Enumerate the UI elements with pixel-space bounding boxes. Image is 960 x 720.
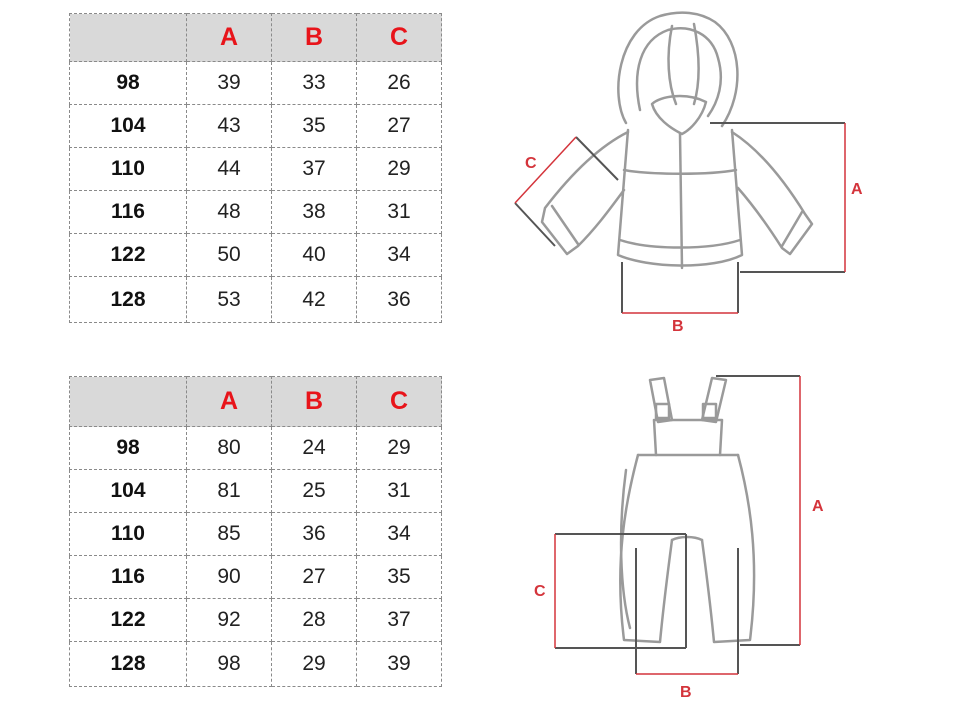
value-b-cell: 29 xyxy=(272,642,357,687)
value-b-cell: 27 xyxy=(272,556,357,599)
table-row xyxy=(70,427,442,470)
value-c-cell: 36 xyxy=(357,277,442,323)
size-cell: 128 xyxy=(70,642,187,687)
value-c-cell: 34 xyxy=(357,513,442,556)
value-c-cell: 34 xyxy=(357,234,442,277)
value-a-cell: 43 xyxy=(187,105,272,148)
value-c-cell: 31 xyxy=(357,191,442,234)
size-cell: 98 xyxy=(70,62,187,105)
table-row xyxy=(70,556,442,599)
size-cell: 116 xyxy=(70,556,187,599)
header-c: C xyxy=(357,14,442,62)
size-cell: 104 xyxy=(70,105,187,148)
value-a-cell: 85 xyxy=(187,513,272,556)
value-c-cell: 31 xyxy=(357,470,442,513)
size-cell: 98 xyxy=(70,427,187,470)
value-b-cell: 35 xyxy=(272,105,357,148)
label-a: A xyxy=(812,498,824,515)
value-c-cell: 27 xyxy=(357,105,442,148)
value-a-cell: 90 xyxy=(187,556,272,599)
size-cell: 110 xyxy=(70,513,187,556)
value-b-cell: 36 xyxy=(272,513,357,556)
table-row xyxy=(70,513,442,556)
table-row xyxy=(70,470,442,513)
label-a: A xyxy=(851,181,863,198)
jacket-measure-c xyxy=(515,137,618,246)
size-cell: 110 xyxy=(70,148,187,191)
size-cell: 128 xyxy=(70,277,187,323)
value-a-cell: 98 xyxy=(187,642,272,687)
value-b-cell: 24 xyxy=(272,427,357,470)
size-cell: 116 xyxy=(70,191,187,234)
label-c: C xyxy=(525,155,537,172)
value-b-cell: 42 xyxy=(272,277,357,323)
size-cell: 122 xyxy=(70,599,187,642)
size-cell: 104 xyxy=(70,470,187,513)
value-a-cell: 48 xyxy=(187,191,272,234)
header-b: B xyxy=(272,14,357,62)
header-blank-cell xyxy=(70,377,187,427)
pants-outline xyxy=(620,378,754,642)
label-c: C xyxy=(534,583,546,600)
header-b: B xyxy=(272,377,357,427)
value-b-cell: 33 xyxy=(272,62,357,105)
table-row xyxy=(70,599,442,642)
value-b-cell: 25 xyxy=(272,470,357,513)
value-c-cell: 26 xyxy=(357,62,442,105)
value-c-cell: 29 xyxy=(357,148,442,191)
value-a-cell: 81 xyxy=(187,470,272,513)
value-b-cell: 40 xyxy=(272,234,357,277)
value-a-cell: 92 xyxy=(187,599,272,642)
value-a-cell: 80 xyxy=(187,427,272,470)
value-c-cell: 37 xyxy=(357,599,442,642)
value-a-cell: 53 xyxy=(187,277,272,323)
header-a: A xyxy=(187,377,272,427)
jacket-outline xyxy=(542,13,812,268)
value-c-cell: 35 xyxy=(357,556,442,599)
table-row xyxy=(70,642,442,687)
jacket-measure-b xyxy=(622,262,738,335)
pants-measure-c xyxy=(534,534,686,648)
pants-measure-a xyxy=(716,376,824,645)
pants-measure-b xyxy=(636,548,738,701)
label-b: B xyxy=(672,318,684,335)
size-cell: 122 xyxy=(70,234,187,277)
value-c-cell: 39 xyxy=(357,642,442,687)
value-a-cell: 39 xyxy=(187,62,272,105)
header-c: C xyxy=(357,377,442,427)
value-c-cell: 29 xyxy=(357,427,442,470)
value-b-cell: 28 xyxy=(272,599,357,642)
value-b-cell: 38 xyxy=(272,191,357,234)
value-b-cell: 37 xyxy=(272,148,357,191)
table-header-row xyxy=(70,377,442,427)
value-a-cell: 44 xyxy=(187,148,272,191)
header-a: A xyxy=(187,14,272,62)
value-a-cell: 50 xyxy=(187,234,272,277)
pants-size-table xyxy=(69,376,442,687)
label-b: B xyxy=(680,684,692,701)
